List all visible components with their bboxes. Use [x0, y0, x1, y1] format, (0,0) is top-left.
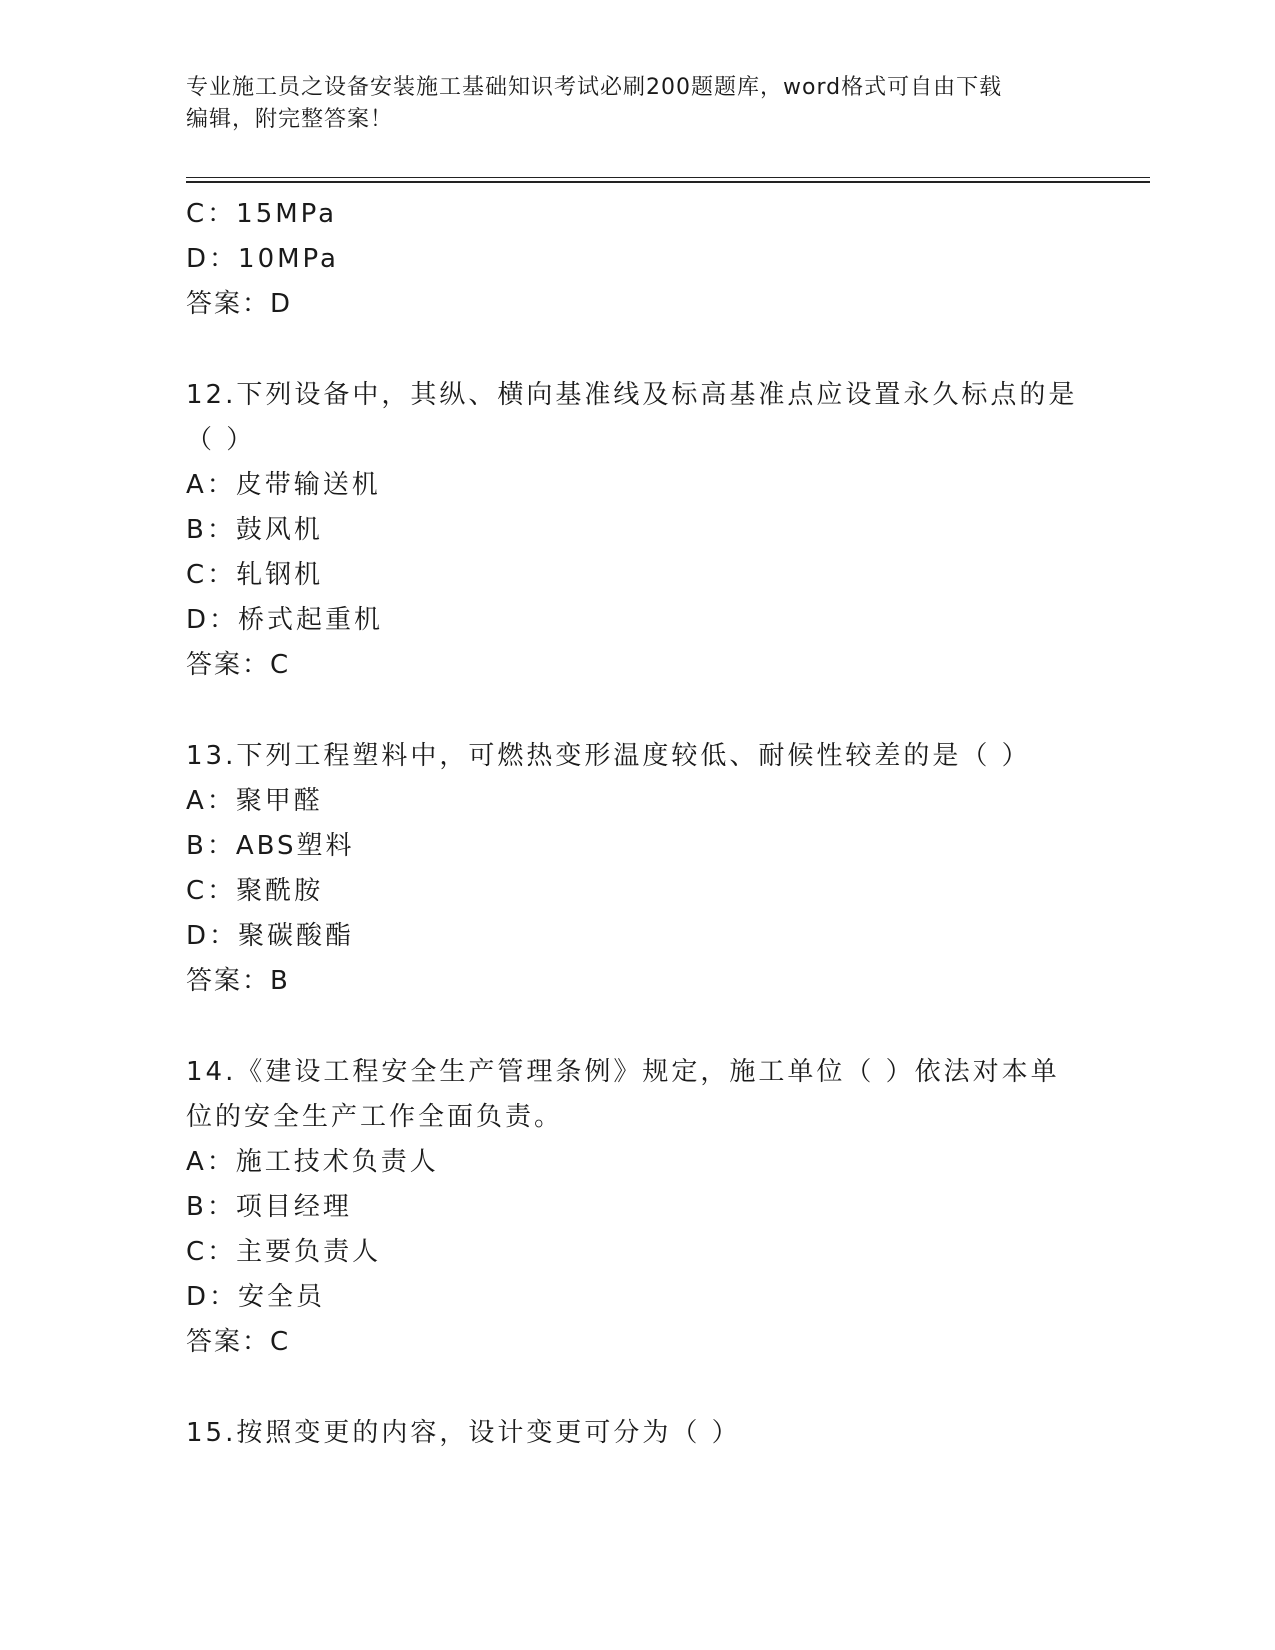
question-14	[186, 1050, 1086, 1365]
question-text: 12.下列设备中，其纵、横向基准线及标高基准点应设置永久标点的是	[186, 380, 1078, 410]
option-a: A：施工技术负责人	[186, 1147, 439, 1177]
question-12	[186, 373, 1086, 688]
option-c: C：聚酰胺	[186, 876, 324, 906]
question-13	[186, 734, 1086, 1004]
option-a: A：皮带输送机	[186, 470, 381, 500]
answer: 答案：C	[186, 650, 291, 680]
question-list	[186, 192, 1086, 1456]
question-15	[186, 1411, 1086, 1456]
option-c: C：15MPa	[186, 199, 338, 229]
option-b: B：项目经理	[186, 1192, 352, 1222]
option-d: D：10MPa	[186, 244, 339, 274]
option-b: B：ABS塑料	[186, 831, 355, 861]
option-c: C：轧钢机	[186, 560, 324, 590]
header-line-2: 编辑，附完整答案！	[186, 107, 394, 132]
question-text: 14.《建设工程安全生产管理条例》规定，施工单位（ ）依法对本单	[186, 1057, 1060, 1087]
answer: 答案：D	[186, 289, 293, 319]
option-b: B：鼓风机	[186, 515, 323, 545]
answer: 答案：B	[186, 966, 290, 996]
question-text: 15.按照变更的内容，设计变更可分为（ ）	[186, 1418, 741, 1448]
answer: 答案：C	[186, 1327, 291, 1357]
header-divider-thin	[186, 177, 1150, 178]
option-d: D：桥式起重机	[186, 605, 384, 635]
option-a: A：聚甲醛	[186, 786, 323, 816]
option-d: D：聚碳酸酯	[186, 921, 355, 951]
option-d: D：安全员	[186, 1282, 326, 1312]
option-c: C：主要负责人	[186, 1237, 382, 1267]
prev-question	[186, 192, 1086, 327]
document-header	[186, 72, 1086, 136]
question-text-cont: 位的安全生产工作全面负责。	[186, 1102, 564, 1132]
question-text: 13.下列工程塑料中，可燃热变形温度较低、耐候性较差的是（ ）	[186, 741, 1031, 771]
header-divider-thick	[186, 181, 1150, 183]
question-text-cont: （ ）	[186, 425, 256, 455]
header-line-1: 专业施工员之设备安装施工基础知识考试必刷200题题库，word格式可自由下载	[186, 75, 1003, 100]
